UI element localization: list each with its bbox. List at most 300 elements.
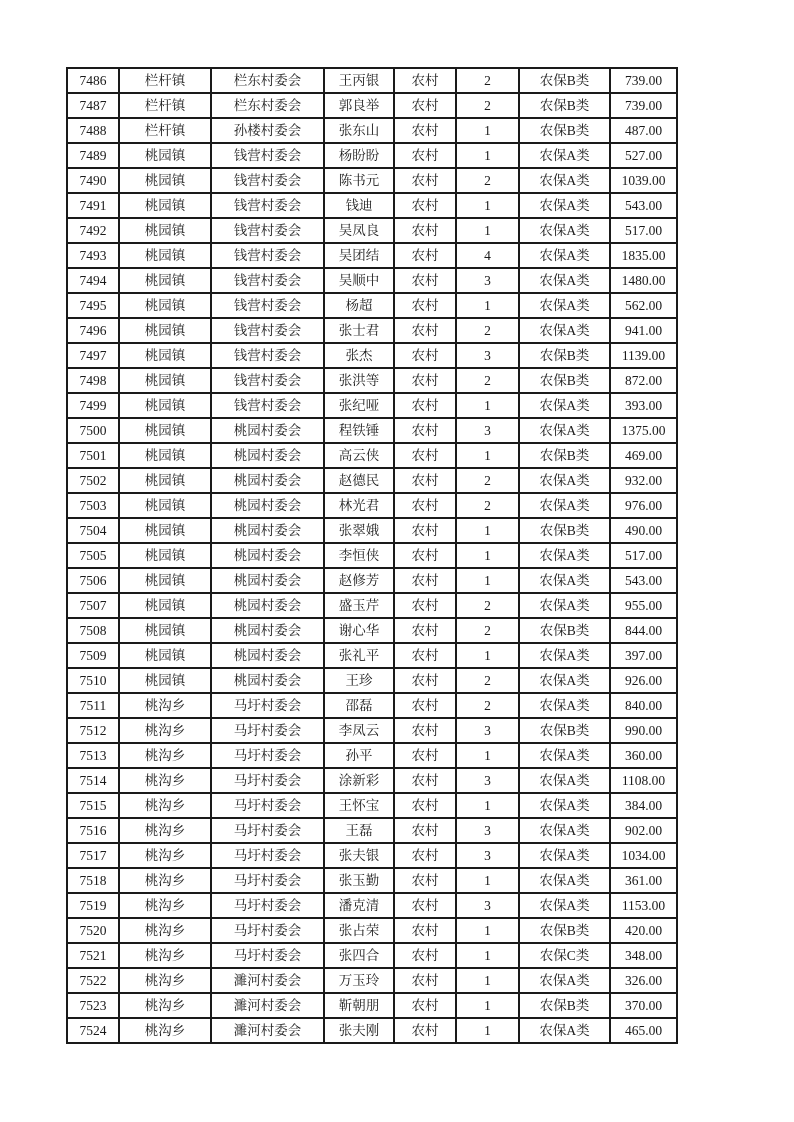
table-row [67,943,677,968]
cell-insurance-category: 农保A类 [519,468,610,493]
cell-serial-no: 7518 [67,868,119,893]
cell-serial-no: 7493 [67,243,119,268]
cell-person-name: 张四合 [324,943,394,968]
cell-insurance-category: 农保A类 [519,268,610,293]
cell-insurance-category: 农保A类 [519,893,610,918]
cell-person-name: 杨超 [324,293,394,318]
cell-insurance-category: 农保A类 [519,693,610,718]
table-row [67,793,677,818]
cell-township: 桃沟乡 [119,818,211,843]
cell-serial-no: 7514 [67,768,119,793]
cell-serial-no: 7522 [67,968,119,993]
cell-serial-no: 7490 [67,168,119,193]
cell-amount: 844.00 [610,618,677,643]
cell-village-committee: 马圩村委会 [211,793,324,818]
cell-township: 栏杆镇 [119,118,211,143]
cell-township: 桃园镇 [119,493,211,518]
cell-serial-no: 7523 [67,993,119,1018]
cell-serial-no: 7513 [67,743,119,768]
table-row [67,643,677,668]
cell-township: 桃沟乡 [119,1018,211,1043]
cell-serial-no: 7495 [67,293,119,318]
table-row [67,868,677,893]
cell-person-name: 王丙银 [324,68,394,93]
table-row [67,568,677,593]
cell-serial-no: 7496 [67,318,119,343]
cell-residence-type: 农村 [394,943,456,968]
table-row [67,293,677,318]
cell-residence-type: 农村 [394,443,456,468]
cell-village-committee: 马圩村委会 [211,943,324,968]
cell-person-count: 1 [456,393,519,418]
cell-residence-type: 农村 [394,743,456,768]
table-row [67,68,677,93]
cell-village-committee: 桃园村委会 [211,568,324,593]
cell-village-committee: 桃园村委会 [211,643,324,668]
cell-insurance-category: 农保B类 [519,518,610,543]
cell-residence-type: 农村 [394,518,456,543]
cell-amount: 517.00 [610,543,677,568]
cell-insurance-category: 农保A类 [519,218,610,243]
cell-amount: 360.00 [610,743,677,768]
cell-residence-type: 农村 [394,343,456,368]
cell-insurance-category: 农保B类 [519,118,610,143]
cell-person-count: 1 [456,993,519,1018]
cell-township: 桃沟乡 [119,843,211,868]
cell-serial-no: 7503 [67,493,119,518]
table-row [67,968,677,993]
cell-residence-type: 农村 [394,893,456,918]
cell-amount: 420.00 [610,918,677,943]
table-row [67,843,677,868]
cell-amount: 348.00 [610,943,677,968]
cell-person-count: 1 [456,743,519,768]
cell-serial-no: 7497 [67,343,119,368]
cell-amount: 326.00 [610,968,677,993]
cell-village-committee: 桃园村委会 [211,593,324,618]
cell-township: 桃园镇 [119,468,211,493]
cell-village-committee: 钱营村委会 [211,268,324,293]
cell-person-count: 3 [456,343,519,368]
cell-amount: 465.00 [610,1018,677,1043]
cell-insurance-category: 农保B类 [519,443,610,468]
cell-residence-type: 农村 [394,718,456,743]
cell-residence-type: 农村 [394,993,456,1018]
cell-serial-no: 7501 [67,443,119,468]
cell-residence-type: 农村 [394,493,456,518]
cell-residence-type: 农村 [394,468,456,493]
cell-insurance-category: 农保A类 [519,393,610,418]
cell-person-count: 1 [456,543,519,568]
cell-amount: 562.00 [610,293,677,318]
cell-amount: 739.00 [610,68,677,93]
cell-serial-no: 7509 [67,643,119,668]
cell-serial-no: 7498 [67,368,119,393]
cell-insurance-category: 农保A类 [519,868,610,893]
cell-amount: 543.00 [610,568,677,593]
cell-township: 桃沟乡 [119,943,211,968]
cell-person-name: 潘克清 [324,893,394,918]
cell-amount: 527.00 [610,143,677,168]
cell-township: 桃园镇 [119,418,211,443]
cell-person-count: 2 [456,168,519,193]
cell-insurance-category: 农保B类 [519,68,610,93]
cell-insurance-category: 农保A类 [519,193,610,218]
cell-village-committee: 桃园村委会 [211,443,324,468]
cell-amount: 517.00 [610,218,677,243]
table-row [67,618,677,643]
table-row [67,193,677,218]
cell-serial-no: 7492 [67,218,119,243]
cell-serial-no: 7506 [67,568,119,593]
cell-person-name: 张翠娥 [324,518,394,543]
table-row [67,93,677,118]
cell-township: 桃沟乡 [119,868,211,893]
cell-person-name: 谢心华 [324,618,394,643]
cell-person-name: 张洪等 [324,368,394,393]
cell-person-name: 李恒侠 [324,543,394,568]
cell-amount: 926.00 [610,668,677,693]
table-row [67,518,677,543]
cell-person-count: 2 [456,468,519,493]
cell-insurance-category: 农保A类 [519,543,610,568]
cell-insurance-category: 农保C类 [519,943,610,968]
cell-residence-type: 农村 [394,568,456,593]
table-row [67,543,677,568]
table-row [67,768,677,793]
cell-village-committee: 钱营村委会 [211,393,324,418]
cell-serial-no: 7487 [67,93,119,118]
cell-insurance-category: 农保A类 [519,143,610,168]
cell-amount: 469.00 [610,443,677,468]
cell-person-count: 2 [456,668,519,693]
cell-village-committee: 钱营村委会 [211,368,324,393]
cell-village-committee: 桃园村委会 [211,468,324,493]
cell-amount: 543.00 [610,193,677,218]
cell-township: 桃园镇 [119,668,211,693]
cell-person-count: 1 [456,293,519,318]
cell-insurance-category: 农保A类 [519,768,610,793]
cell-person-count: 1 [456,943,519,968]
cell-person-count: 3 [456,818,519,843]
cell-person-name: 张礼平 [324,643,394,668]
cell-residence-type: 农村 [394,118,456,143]
cell-person-count: 2 [456,68,519,93]
cell-amount: 932.00 [610,468,677,493]
cell-amount: 840.00 [610,693,677,718]
cell-serial-no: 7516 [67,818,119,843]
cell-person-name: 张夫银 [324,843,394,868]
table-row [67,368,677,393]
cell-amount: 902.00 [610,818,677,843]
cell-residence-type: 农村 [394,643,456,668]
cell-amount: 1139.00 [610,343,677,368]
cell-township: 桃沟乡 [119,768,211,793]
cell-person-name: 吴凤良 [324,218,394,243]
cell-person-name: 程铁锤 [324,418,394,443]
table-row [67,818,677,843]
cell-person-name: 张杰 [324,343,394,368]
table-row [67,993,677,1018]
cell-person-name: 赵德民 [324,468,394,493]
table-row [67,143,677,168]
cell-serial-no: 7508 [67,618,119,643]
cell-amount: 1375.00 [610,418,677,443]
cell-residence-type: 农村 [394,318,456,343]
cell-amount: 739.00 [610,93,677,118]
cell-township: 桃沟乡 [119,893,211,918]
cell-village-committee: 孙楼村委会 [211,118,324,143]
cell-serial-no: 7510 [67,668,119,693]
cell-person-name: 张占荣 [324,918,394,943]
cell-serial-no: 7505 [67,543,119,568]
cell-township: 桃园镇 [119,168,211,193]
cell-village-committee: 濉河村委会 [211,993,324,1018]
cell-person-count: 1 [456,918,519,943]
insurance-roster-table [66,67,678,1044]
cell-township: 桃沟乡 [119,968,211,993]
cell-person-name: 郭良举 [324,93,394,118]
cell-township: 桃园镇 [119,343,211,368]
cell-residence-type: 农村 [394,93,456,118]
cell-residence-type: 农村 [394,268,456,293]
cell-village-committee: 马圩村委会 [211,818,324,843]
cell-person-name: 赵修芳 [324,568,394,593]
cell-person-name: 高云侠 [324,443,394,468]
cell-residence-type: 农村 [394,168,456,193]
cell-village-committee: 钱营村委会 [211,243,324,268]
cell-person-name: 涂新彩 [324,768,394,793]
table-row [67,918,677,943]
table-body [67,68,677,1043]
cell-village-committee: 钱营村委会 [211,168,324,193]
cell-township: 桃园镇 [119,643,211,668]
cell-village-committee: 桃园村委会 [211,518,324,543]
cell-township: 桃园镇 [119,243,211,268]
cell-village-committee: 濉河村委会 [211,1018,324,1043]
cell-serial-no: 7489 [67,143,119,168]
cell-person-count: 3 [456,843,519,868]
cell-township: 桃园镇 [119,618,211,643]
cell-person-count: 3 [456,268,519,293]
cell-person-count: 3 [456,768,519,793]
cell-village-committee: 钱营村委会 [211,318,324,343]
cell-serial-no: 7499 [67,393,119,418]
cell-township: 桃园镇 [119,518,211,543]
cell-village-committee: 钱营村委会 [211,193,324,218]
cell-amount: 976.00 [610,493,677,518]
cell-person-name: 张玉勤 [324,868,394,893]
table-row [67,493,677,518]
cell-township: 桃园镇 [119,293,211,318]
cell-insurance-category: 农保A类 [519,168,610,193]
cell-township: 桃园镇 [119,543,211,568]
cell-amount: 1153.00 [610,893,677,918]
cell-insurance-category: 农保B类 [519,93,610,118]
table-row [67,893,677,918]
table-row [67,718,677,743]
cell-person-count: 2 [456,368,519,393]
cell-amount: 384.00 [610,793,677,818]
cell-residence-type: 农村 [394,68,456,93]
cell-person-count: 2 [456,618,519,643]
cell-insurance-category: 农保A类 [519,793,610,818]
cell-person-name: 林光君 [324,493,394,518]
cell-person-count: 1 [456,443,519,468]
cell-serial-no: 7517 [67,843,119,868]
table-row [67,693,677,718]
cell-person-count: 1 [456,568,519,593]
cell-residence-type: 农村 [394,218,456,243]
cell-person-name: 靳朝朋 [324,993,394,1018]
cell-amount: 872.00 [610,368,677,393]
cell-serial-no: 7515 [67,793,119,818]
cell-insurance-category: 农保A类 [519,1018,610,1043]
cell-person-name: 陈书元 [324,168,394,193]
cell-residence-type: 农村 [394,918,456,943]
table-row [67,118,677,143]
cell-township: 栏杆镇 [119,93,211,118]
cell-person-name: 王磊 [324,818,394,843]
cell-residence-type: 农村 [394,1018,456,1043]
table-row [67,218,677,243]
cell-serial-no: 7521 [67,943,119,968]
cell-serial-no: 7520 [67,918,119,943]
cell-amount: 1480.00 [610,268,677,293]
cell-person-count: 1 [456,643,519,668]
cell-person-name: 张东山 [324,118,394,143]
table-row [67,318,677,343]
cell-township: 桃园镇 [119,568,211,593]
cell-residence-type: 农村 [394,193,456,218]
cell-village-committee: 栏东村委会 [211,93,324,118]
cell-village-committee: 马圩村委会 [211,693,324,718]
cell-insurance-category: 农保B类 [519,918,610,943]
cell-township: 桃沟乡 [119,993,211,1018]
cell-insurance-category: 农保A类 [519,643,610,668]
table-row [67,243,677,268]
table-row [67,668,677,693]
cell-township: 桃沟乡 [119,743,211,768]
cell-person-name: 张纪哑 [324,393,394,418]
cell-person-count: 2 [456,318,519,343]
cell-village-committee: 马圩村委会 [211,868,324,893]
cell-insurance-category: 农保A类 [519,668,610,693]
cell-person-name: 吴顺中 [324,268,394,293]
cell-residence-type: 农村 [394,843,456,868]
cell-township: 栏杆镇 [119,68,211,93]
cell-person-name: 吴团结 [324,243,394,268]
cell-residence-type: 农村 [394,143,456,168]
cell-residence-type: 农村 [394,818,456,843]
table-row [67,743,677,768]
cell-residence-type: 农村 [394,968,456,993]
cell-township: 桃园镇 [119,193,211,218]
cell-township: 桃沟乡 [119,918,211,943]
cell-insurance-category: 农保A类 [519,968,610,993]
cell-residence-type: 农村 [394,293,456,318]
cell-person-name: 杨盼盼 [324,143,394,168]
cell-person-name: 钱迪 [324,193,394,218]
cell-person-count: 2 [456,93,519,118]
cell-township: 桃沟乡 [119,793,211,818]
cell-amount: 397.00 [610,643,677,668]
cell-residence-type: 农村 [394,793,456,818]
cell-township: 桃沟乡 [119,693,211,718]
cell-amount: 487.00 [610,118,677,143]
cell-insurance-category: 农保A类 [519,493,610,518]
cell-amount: 990.00 [610,718,677,743]
cell-residence-type: 农村 [394,868,456,893]
cell-village-committee: 桃园村委会 [211,493,324,518]
cell-village-committee: 桃园村委会 [211,418,324,443]
cell-person-count: 1 [456,518,519,543]
table-row [67,268,677,293]
cell-residence-type: 农村 [394,243,456,268]
cell-person-count: 1 [456,118,519,143]
cell-village-committee: 马圩村委会 [211,918,324,943]
cell-village-committee: 马圩村委会 [211,843,324,868]
cell-person-count: 3 [456,418,519,443]
cell-person-count: 1 [456,868,519,893]
cell-person-count: 1 [456,218,519,243]
cell-serial-no: 7512 [67,718,119,743]
cell-village-committee: 濉河村委会 [211,968,324,993]
cell-village-committee: 钱营村委会 [211,143,324,168]
cell-township: 桃园镇 [119,593,211,618]
cell-person-count: 2 [456,493,519,518]
cell-amount: 1835.00 [610,243,677,268]
cell-person-name: 张士君 [324,318,394,343]
cell-insurance-category: 农保A类 [519,843,610,868]
cell-village-committee: 马圩村委会 [211,893,324,918]
cell-residence-type: 农村 [394,593,456,618]
cell-village-committee: 栏东村委会 [211,68,324,93]
cell-village-committee: 钱营村委会 [211,343,324,368]
cell-residence-type: 农村 [394,393,456,418]
cell-residence-type: 农村 [394,368,456,393]
cell-serial-no: 7502 [67,468,119,493]
cell-serial-no: 7491 [67,193,119,218]
cell-person-count: 1 [456,143,519,168]
cell-person-count: 1 [456,968,519,993]
cell-person-name: 盛玉芹 [324,593,394,618]
cell-amount: 1034.00 [610,843,677,868]
cell-serial-no: 7504 [67,518,119,543]
cell-village-committee: 桃园村委会 [211,543,324,568]
cell-person-name: 孙平 [324,743,394,768]
cell-person-count: 2 [456,593,519,618]
cell-person-name: 王怀宝 [324,793,394,818]
cell-serial-no: 7511 [67,693,119,718]
cell-person-name: 李凤云 [324,718,394,743]
cell-township: 桃园镇 [119,218,211,243]
cell-township: 桃园镇 [119,368,211,393]
table-row [67,1018,677,1043]
cell-insurance-category: 农保A类 [519,318,610,343]
cell-person-count: 4 [456,243,519,268]
cell-serial-no: 7524 [67,1018,119,1043]
cell-person-name: 王珍 [324,668,394,693]
cell-township: 桃沟乡 [119,718,211,743]
cell-amount: 361.00 [610,868,677,893]
cell-serial-no: 7519 [67,893,119,918]
cell-person-count: 3 [456,893,519,918]
table-row [67,593,677,618]
cell-amount: 1039.00 [610,168,677,193]
cell-person-name: 张夫刚 [324,1018,394,1043]
cell-residence-type: 农村 [394,543,456,568]
